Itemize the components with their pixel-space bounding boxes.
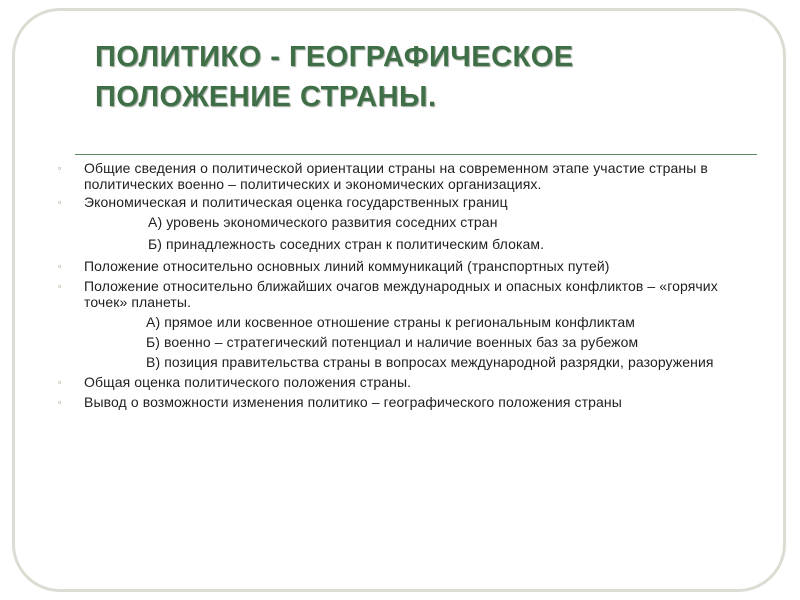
- list-item-text: Положение относительно ближайших очагов международных и опасных конфликтов – «горячих точек» планеты.: [84, 278, 718, 310]
- bullet-icon: ▫: [58, 397, 62, 407]
- list-subitem: [58, 236, 758, 252]
- list-subitem-text: В) позиция правительства страны в вопросах международной разрядки, разоружения: [146, 354, 714, 370]
- list-item-text: Общие сведения о политической ориентации страны на современном этапе участие страны в политических военно – политических и экономических организациях.: [84, 160, 708, 192]
- list-item: [58, 374, 758, 390]
- list-subitem: [58, 334, 758, 350]
- list-subitem-text: А) уровень экономического развития соседних стран: [148, 214, 498, 230]
- slide-title: [95, 37, 715, 117]
- bullet-icon: ▫: [58, 377, 62, 387]
- list-item: [58, 394, 758, 410]
- list-item-text: Вывод о возможности изменения политико – географического положения страны: [84, 394, 622, 410]
- list-item: [58, 258, 758, 274]
- list-item: [58, 278, 758, 310]
- list-item-text: Экономическая и политическая оценка государственных границ: [84, 194, 508, 210]
- list-subitem-text: А) прямое или косвенное отношение страны к региональным конфликтам: [146, 314, 635, 330]
- list-subitem-text: Б) военно – стратегический потенциал и наличие военных баз за рубежом: [146, 334, 639, 350]
- bullet-icon: ▫: [58, 197, 62, 207]
- bullet-list: [58, 160, 758, 410]
- list-subitem-text: Б) принадлежность соседних стран к политическим блокам.: [148, 236, 545, 252]
- bullet-icon: ▫: [58, 261, 62, 271]
- slide-title-line-1: ПОЛИТИКО - ГЕОГРАФИЧЕСКОЕ: [95, 41, 574, 73]
- bullet-icon: ▫: [58, 281, 62, 291]
- list-subitem: [58, 354, 758, 370]
- list-item-text: Положение относительно основных линий коммуникаций (транспортных путей): [84, 258, 610, 274]
- title-divider: [75, 154, 757, 155]
- list-item: [58, 160, 758, 192]
- list-item: [58, 194, 758, 210]
- list-item-text: Общая оценка политического положения страны.: [84, 374, 412, 390]
- bullet-icon: ▫: [58, 163, 62, 173]
- slide-title-line-2: ПОЛОЖЕНИЕ СТРАНЫ.: [95, 81, 437, 113]
- list-subitem: [58, 214, 758, 230]
- list-subitem: [58, 314, 758, 330]
